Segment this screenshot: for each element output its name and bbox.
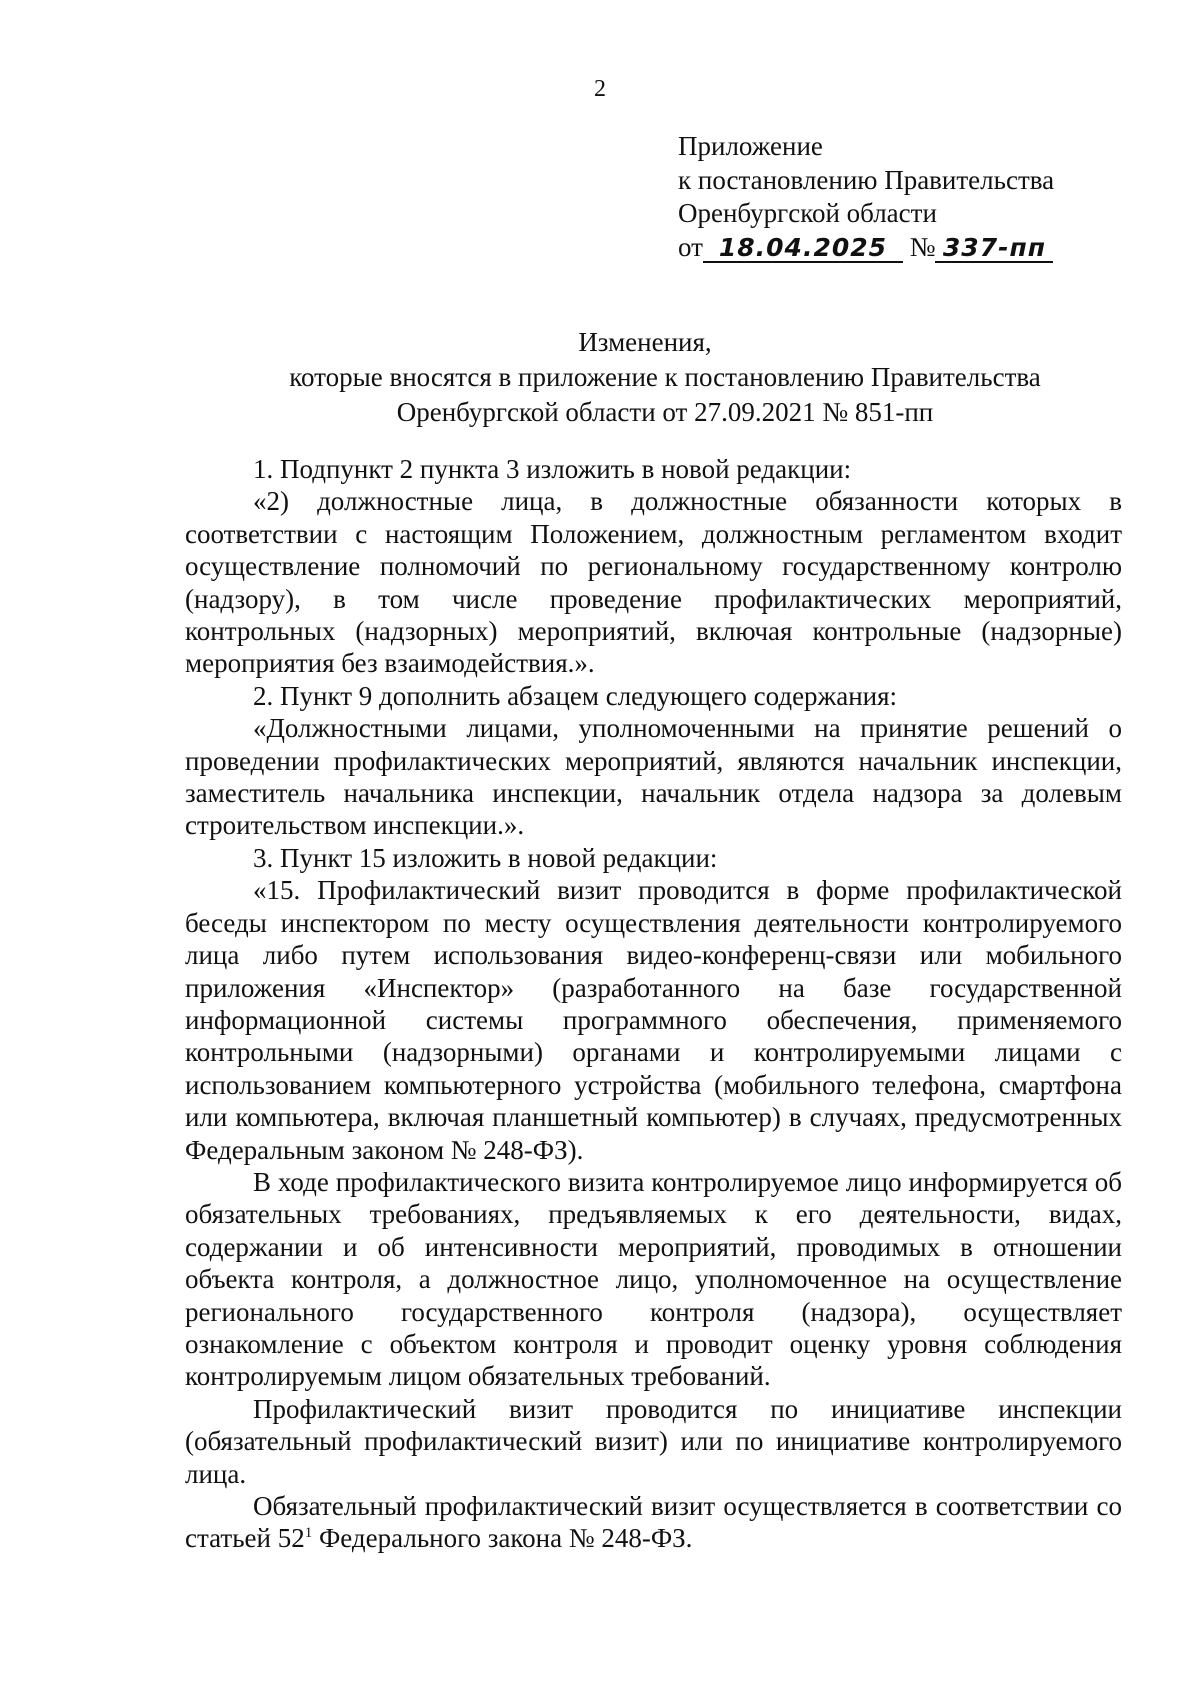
- document-body: [185, 453, 1122, 1555]
- appendix-title: Приложение: [678, 131, 823, 161]
- document-title: [180, 325, 1080, 430]
- paragraph-9-start: Обязательный профилактический визит осуществляется в соответствии со статьей 52: [185, 1491, 1122, 1554]
- title-line-3: Оренбургской области от 27.09.2021 № 851-пп: [396, 397, 934, 427]
- page-number: 2: [594, 76, 606, 102]
- paragraph-1: 1. Подпункт 2 пункта 3 изложить в новой редакции:: [253, 454, 852, 484]
- paragraph-7: В ходе профилактического визита контролируемое лицо информируется об обязательных требованиях, предъявляемых к его деятельности, видах, содержании и об интенсивности мероприятий, проводимых в отношении объекта контроля, а должностное лицо, уполномоченное на осуществление регионального государственного контроля (надзора), осуществляет ознакомление с объектом контроля и проводит оценку уровня соблюдения контролируемым лицом обязательных требований.: [185, 1166, 1122, 1392]
- title-line-1: Изменения,: [578, 327, 712, 357]
- handwritten-date: 18.04.2025: [703, 235, 903, 263]
- appendix-date-row: [678, 231, 1178, 265]
- paragraph-8: Профилактический визит проводится по инициативе инспекции (обязательный профилактический визит) или по инициативе контролируемого лица.: [185, 1393, 1122, 1489]
- paragraph-5: 3. Пункт 15 изложить в новой редакции:: [253, 842, 718, 873]
- appendix-region: Оренбургской области: [678, 198, 937, 228]
- paragraph-9: [185, 1490, 1122, 1555]
- paragraph-3: 2. Пункт 9 дополнить абзацем следующего содержания:: [253, 680, 898, 711]
- paragraph-6: «15. Профилактический визит проводится в форме профилактической беседы инспектором по месту осуществления деятельности контролируемого лица либо путем использования видео-конференц-связи или мобильного приложения «Инспектор» (разработанного на базе государственной информационной системы программного обеспечения, применяемого контрольными (надзорными) органами и контролируемыми лицами с использованием компьютерного устройства (мобильного телефона, смартфона или компьютера, включая планшетный компьютер) в случаях, предусмотренных Федеральным законом № 248-ФЗ).: [185, 875, 1122, 1165]
- paragraph-4: «Должностными лицами, уполномоченными на принятие решений о проведении профилактических мероприятий, являются начальник инспекции, заместитель начальника инспекции, начальник отдела надзора за долевым строительством инспекции.».: [185, 713, 1122, 841]
- number-prefix: №: [909, 231, 936, 262]
- title-line-2: которые вносятся в приложение к постановлению Правительства: [289, 362, 1041, 392]
- handwritten-number: 337-пп: [935, 235, 1053, 263]
- paragraph-9-end: Федерального закона № 248-ФЗ.: [312, 1523, 693, 1554]
- superscript: 1: [304, 1525, 313, 1542]
- appendix-reference: к постановлению Правительства: [678, 164, 1055, 195]
- paragraph-2: «2) должностные лица, в должностные обязанности которых в соответствии с настоящим Положением, должностным регламентом входит осуществление полномочий по региональному государственному контролю (надзору), в том числе проведение профилактических мероприятий, контрольных (надзорных) мероприятий, включая контрольные (надзорные) мероприятия без взаимодействия.».: [185, 486, 1122, 679]
- appendix-stamp: [678, 130, 1178, 264]
- date-prefix: от: [678, 231, 703, 262]
